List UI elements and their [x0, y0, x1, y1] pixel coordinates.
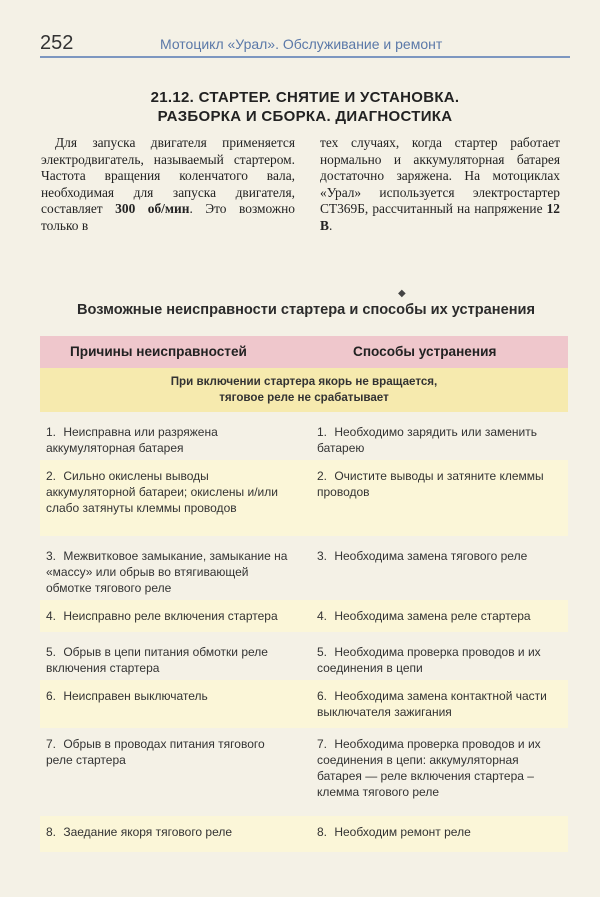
remedy-text: Необходима замена реле стартера [334, 609, 531, 623]
print-mark: ◆ [398, 288, 406, 299]
table-row [40, 540, 568, 600]
cause-cell [46, 424, 294, 456]
cause-text: Неисправно реле включения стартера [63, 609, 278, 623]
remedy-cell [317, 736, 561, 800]
cause-cell [46, 608, 294, 624]
group-heading-line-2: тяговое реле не срабатывает [219, 391, 389, 404]
remedy-text: Необходима замена тягового реле [334, 549, 528, 563]
group-heading-line-1: При включении стартера якорь не вращается, [170, 375, 438, 388]
remedy-number: 8. [317, 825, 328, 839]
left-text-end: . Это возможно только в [41, 201, 295, 233]
remedy-number: 1. [317, 425, 328, 439]
running-title: Мотоцикл «Урал». Обслуживание и ремонт [160, 36, 443, 52]
remedy-cell [317, 468, 561, 500]
cause-cell [46, 736, 294, 768]
remedy-number: 7. [317, 737, 328, 751]
cause-cell [46, 468, 294, 516]
cause-text: Сильно окислены выводы аккумуляторной батареи; окислены и/или слабо затянуты клеммы проводов [46, 469, 278, 515]
cause-cell [46, 548, 294, 596]
left-text: Для запуска двигателя применяется электродвигатель, называемый стартером. Частота вращения коленчатого вала, необходимая для запуска двигателя, составляет [41, 135, 295, 216]
right-bold-value: 12 В [320, 201, 560, 233]
cause-number: 1. [46, 425, 57, 439]
cause-number: 7. [46, 737, 57, 751]
remedy-number: 6. [317, 689, 328, 703]
cause-text: Обрыв в цепи питания обмотки реле включения стартера [46, 645, 268, 675]
remedy-cell [317, 424, 561, 456]
cause-cell [46, 824, 294, 840]
remedy-text: Необходима проверка проводов и их соединения в цепи: аккумуляторная батарея — реле включения стартера – клемма тягового реле [317, 737, 541, 799]
header-rule [40, 56, 570, 58]
remedy-number: 2. [317, 469, 328, 483]
remedy-text: Необходимо зарядить или заменить батарею [317, 425, 537, 455]
page-header [40, 30, 570, 60]
remedy-cell [317, 608, 561, 624]
table-row [40, 680, 568, 728]
cause-number: 4. [46, 609, 57, 623]
section-title-line-1: 21.12. СТАРТЕР. СНЯТИЕ И УСТАНОВКА. [150, 89, 460, 106]
body-column-right [320, 135, 560, 234]
table-row [40, 728, 568, 812]
cause-text: Обрыв в проводах питания тягового реле стартера [46, 737, 265, 767]
table-title: Возможные неисправности стартера и способы их устранения [76, 302, 536, 318]
remedy-text: Необходима замена контактной части выключателя зажигания [317, 689, 547, 719]
remedy-text: Необходим ремонт реле [334, 825, 471, 839]
column-header-remedies: Способы устранения [353, 344, 497, 359]
column-header-causes: Причины неисправностей [70, 344, 247, 359]
cause-cell [46, 644, 294, 676]
section-title-line-2: РАЗБОРКА И СБОРКА. ДИАГНОСТИКА [157, 108, 453, 125]
cause-text: Заедание якоря тягового реле [63, 825, 233, 839]
table-row [40, 816, 568, 852]
remedy-cell [317, 644, 561, 676]
cause-text: Неисправна или разряжена аккумуляторная батарея [46, 425, 218, 455]
table-row [40, 600, 568, 632]
cause-number: 2. [46, 469, 57, 483]
body-column-left [41, 135, 295, 234]
right-text: тех случаях, когда стартер работает нормально и аккумуляторная батарея достаточно заряжена. На мотоциклах «Урал» используется электростартер СТ369Б, рассчитанный на напряжение [320, 135, 560, 216]
cause-number: 5. [46, 645, 57, 659]
remedy-cell [317, 548, 561, 564]
table-row [40, 416, 568, 460]
page-number: 252 [40, 32, 74, 54]
faults-table [40, 336, 568, 856]
remedy-cell [317, 688, 561, 720]
table-header [40, 336, 568, 368]
table-row [40, 460, 568, 536]
table-row [40, 636, 568, 680]
right-text-end: . [328, 217, 333, 233]
cause-number: 8. [46, 825, 57, 839]
remedy-number: 3. [317, 549, 328, 563]
remedy-cell [317, 824, 561, 840]
remedy-text: Необходима проверка проводов и их соединения в цепи [317, 645, 541, 675]
cause-text: Неисправен выключатель [63, 689, 208, 703]
remedy-text: Очистите выводы и затяните клеммы проводов [317, 469, 544, 499]
cause-cell [46, 688, 294, 704]
left-bold-value: 300 об/мин [115, 201, 190, 216]
section-title [40, 88, 570, 126]
group-heading [40, 368, 568, 412]
remedy-number: 4. [317, 609, 328, 623]
cause-number: 6. [46, 689, 57, 703]
remedy-number: 5. [317, 645, 328, 659]
cause-number: 3. [46, 549, 57, 563]
cause-text: Межвитковое замыкание, замыкание на «массу» или обрыв во втягивающей обмотке тягового реле [46, 549, 288, 595]
